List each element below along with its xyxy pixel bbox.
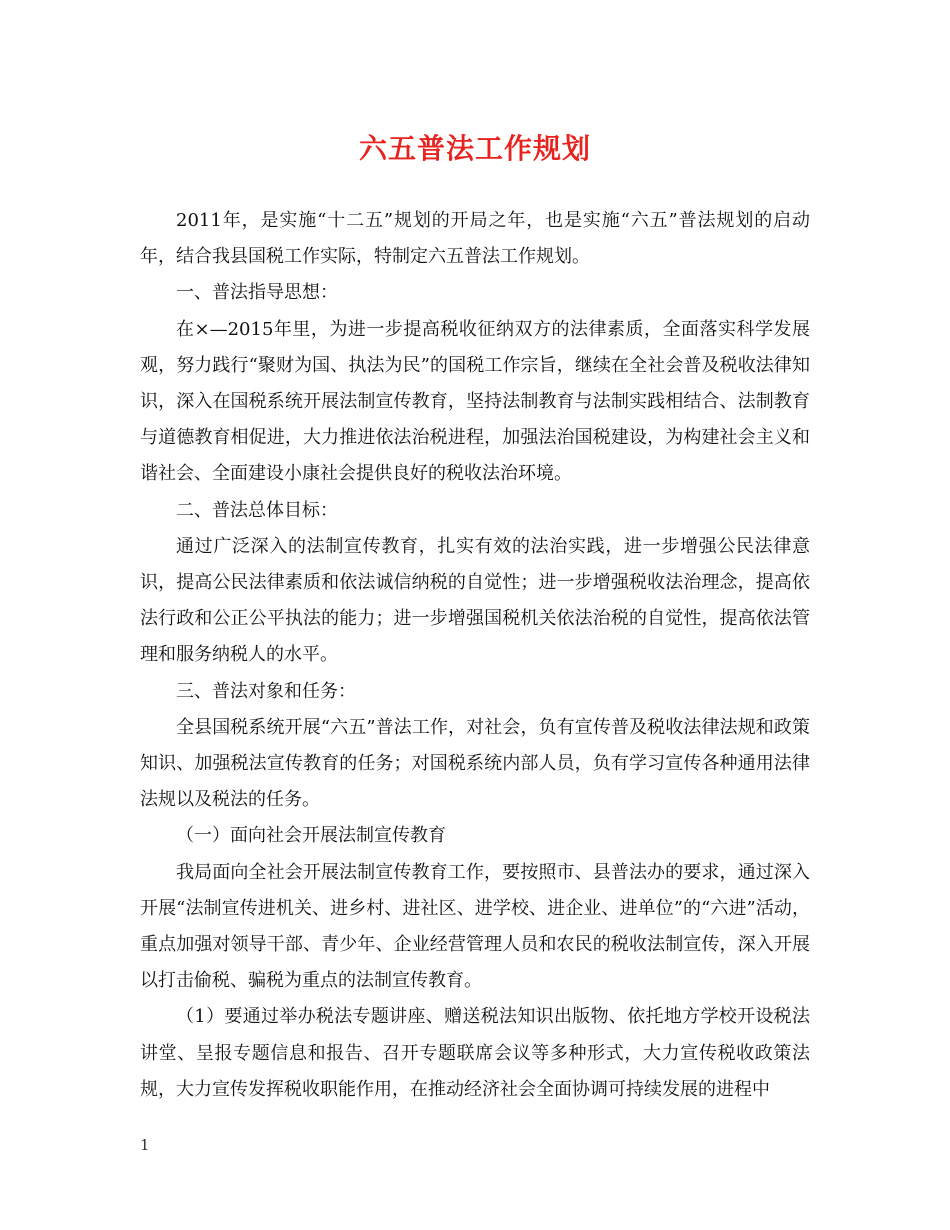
paragraph-intro: 2011年，是实施“十二五”规划的开局之年，也是实施“六五”普法规划的启动年，结合我县国税工作实际，特制定六五普法工作规划。	[140, 210, 810, 268]
paragraph-public-education: 我局面向全社会开展法制宣传教育工作，要按照市、县普法办的要求，通过深入开展“法制宣传进机关、进乡村、进社区、进学校、进企业、进单位”的“六进”活动，重点加强对领导干部、青少年、企业经营管理人员和农民的税收法制宣传，深入开展以打击偷税、骗税为重点的法制宣传教育。	[140, 861, 810, 992]
section-heading-overall-goal: 二、普法总体目标：	[176, 499, 338, 521]
section-heading-targets-tasks: 三、普法对象和任务：	[176, 680, 356, 702]
page-number: 1	[140, 1136, 150, 1154]
paragraph-overall-goal: 通过广泛深入的法制宣传教育，扎实有效的法治实践，进一步增强公民法律意识，提高公民法律素质和依法诚信纳税的自觉性；进一步增强税收法治理念，提高依法行政和公正公平执法的能力；进一步增强国税机关依法治税的自觉性，提高依法管理和服务纳税人的水平。	[140, 535, 810, 666]
paragraph-item-1: （1）要通过举办税法专题讲座、赠送税法知识出版物、依托地方学校开设税法讲堂、呈报专题信息和报告、召开专题联席会议等多种形式，大力宣传税收政策法规，大力宣传发挥税收职能作用，在推动经济社会全面协调可持续发展的进程中	[140, 1006, 810, 1100]
paragraph-guiding-ideology: 在×—2015年里，为进一步提高税收征纳双方的法律素质，全面落实科学发展观，努力践行“聚财为国、执法为民”的国税工作宗旨，继续在全社会普及税收法律知识，深入在国税系统开展法制宣传教育，坚持法制教育与法制实践相结合、法制教育与道德教育相促进，大力推进依法治税进程，加强法治国税建设，为构建社会主义和谐社会、全面建设小康社会提供良好的税收法治环境。	[140, 318, 810, 485]
paragraph-targets-tasks: 全县国税系统开展“六五”普法工作，对社会，负有宣传普及税收法律法规和政策知识、加强税法宣传教育的任务；对国税系统内部人员，负有学习宣传各种通用法律法规以及税法的任务。	[140, 716, 810, 811]
subsection-heading-public-education: （一）面向社会开展法制宣传教育	[176, 825, 446, 847]
section-heading-guiding-ideology: 一、普法指导思想：	[176, 282, 338, 304]
document-body	[140, 203, 810, 1108]
document-title: 六五普法工作规划	[358, 132, 591, 165]
